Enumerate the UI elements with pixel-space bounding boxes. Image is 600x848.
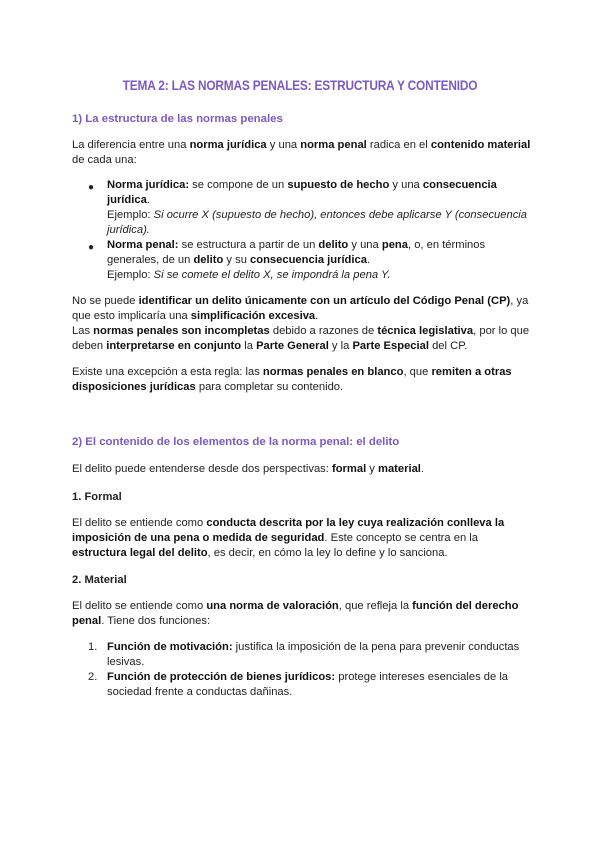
- material-heading: 2. Material: [72, 574, 127, 586]
- bullet-marker: ●: [88, 242, 95, 253]
- list-number: 2.: [88, 671, 98, 683]
- section2-heading: 2) El contenido de los elementos de la norma penal: el delito: [72, 436, 400, 448]
- section1-intro: La diferencia entre una norma jurídica y una norma penal radica en el contenido material de cada una:: [72, 139, 531, 166]
- page-title: TEMA 2: LAS NORMAS PENALES: ESTRUCTURA Y CONTENIDO: [122, 78, 478, 93]
- section1-para3: Las normas penales son incompletas debido a razones de técnica legislativa, por lo que deben interpretarse en conjunto la Parte General y la Parte Especial del CP.: [72, 325, 530, 352]
- list-item-proteccion: Función de protección de bienes jurídicos: protege intereses esenciales de la sociedad frente a conductas dañinas.: [107, 671, 509, 698]
- material-text: El delito se entiende como una norma de valoración, que refleja la función del derecho penal. Tiene dos funciones:: [72, 600, 519, 627]
- section1-para2: No se puede identificar un delito únicamente con un artículo del Código Penal (CP), ya que esto implicaría una simplificación excesiva.: [72, 295, 529, 322]
- bullet-marker: ●: [88, 182, 95, 193]
- list-number: 1.: [88, 641, 98, 653]
- section2-intro: El delito puede entenderse desde dos perspectivas: formal y material.: [72, 463, 425, 475]
- section1-para4: Existe una excepción a esta regla: las normas penales en blanco, que remiten a otras disposiciones jurídicas para completar su contenido.: [72, 366, 512, 393]
- bullet-example: Ejemplo: Si se comete el delito X, se impondrá la pena Y.: [107, 269, 391, 281]
- bullet-norma-juridica: [107, 178, 532, 238]
- list-item-motivacion: Función de motivación: justifica la imposición de la pena para prevenir conductas lesivas.: [107, 641, 520, 668]
- formal-text: El delito se entiende como conducta descrita por la ley cuya realización conlleva la imposición de una pena o medida de seguridad. Este concepto se centra en la estructura legal del delito, es decir, en cómo la ley lo define y lo sanciona.: [72, 517, 505, 559]
- section1-heading: 1) La estructura de las normas penales: [72, 113, 283, 125]
- bullet-example: Ejemplo: Si ocurre X (supuesto de hecho), entonces debe aplicarse Y (consecuencia jurídica).: [107, 209, 527, 236]
- bullet-definition: Norma jurídica: se compone de un supuesto de hecho y una consecuencia jurídica.: [107, 179, 497, 206]
- bullet-norma-penal: [107, 238, 532, 283]
- bullet-definition: Norma penal: se estructura a partir de un delito y una pena, o, en términos generales, de un delito y su consecuencia jurídica.: [107, 239, 486, 266]
- formal-heading: 1. Formal: [72, 491, 122, 503]
